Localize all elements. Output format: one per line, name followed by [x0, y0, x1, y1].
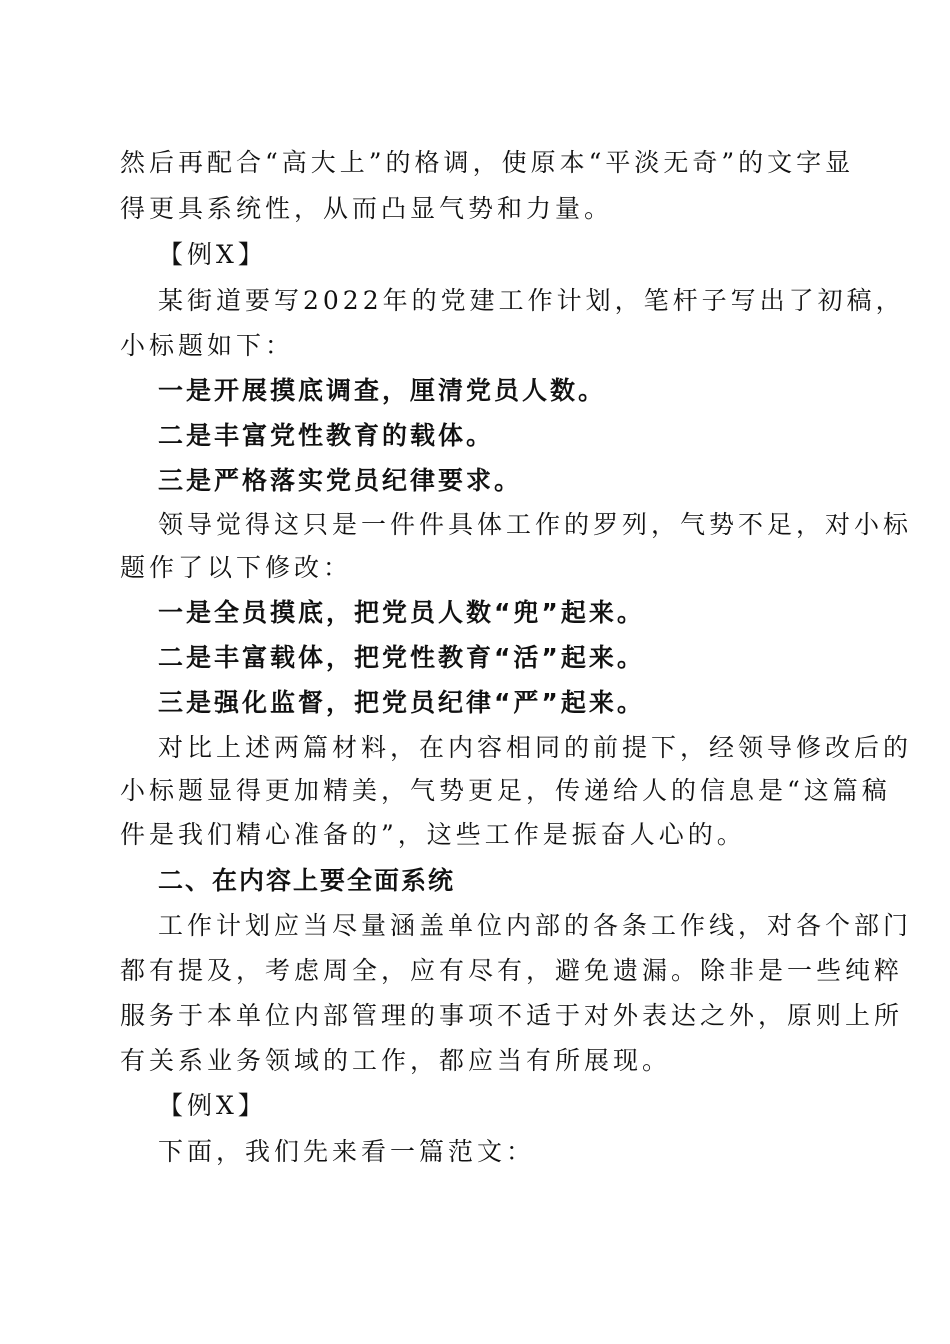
body-text-line: 某街道要写2022年的党建工作计划，笔杆子写出了初稿，: [158, 286, 905, 315]
body-text-line: 小标题显得更加精美，气势更足，传递给人的信息是“这篇稿: [120, 776, 891, 805]
body-text-line: 都有提及，考虑周全，应有尽有，避免遗漏。除非是一些纯粹: [120, 956, 904, 985]
body-text-line: 小标题如下：: [120, 331, 295, 360]
subheading-line: 二是丰富载体，把党性教育“活”起来。: [158, 643, 645, 672]
body-text-line: 有关系业务领域的工作，都应当有所展现。: [120, 1046, 672, 1075]
example-label: 【例X】: [158, 240, 267, 269]
body-text-line: 对比上述两篇材料，在内容相同的前提下，经领导修改后的: [158, 733, 913, 762]
body-text-line: 然后再配合“高大上”的格调，使原本“平淡无奇”的文字显: [120, 148, 855, 177]
example-label: 【例X】: [158, 1091, 267, 1120]
subheading-line: 三是严格落实党员纪律要求。: [158, 466, 523, 495]
subheading-line: 二是丰富党性教育的载体。: [158, 421, 495, 450]
section-heading: 二、在内容上要全面系统: [158, 866, 456, 895]
subheading-line: 一是全员摸底，把党员人数“兜”起来。: [158, 598, 645, 627]
body-text-line: 领导觉得这只是一件件具体工作的罗列，气势不足，对小标: [158, 510, 913, 539]
body-text-line: 题作了以下修改：: [120, 553, 353, 582]
body-text-line: 工作计划应当尽量涵盖单位内部的各条工作线，对各个部门: [158, 911, 913, 940]
body-text-line: 服务于本单位内部管理的事项不适于对外表达之外，原则上所: [120, 1001, 904, 1030]
subheading-line: 一是开展摸底调查，厘清党员人数。: [158, 376, 607, 405]
subheading-line: 三是强化监督，把党员纪律“严”起来。: [158, 688, 645, 717]
body-text-line: 件是我们精心准备的”，这些工作是振奋人心的。: [120, 820, 746, 849]
body-text-line: 得更具系统性，从而凸显气势和力量。: [120, 194, 614, 223]
body-text-line: 下面，我们先来看一篇范文：: [158, 1137, 536, 1166]
